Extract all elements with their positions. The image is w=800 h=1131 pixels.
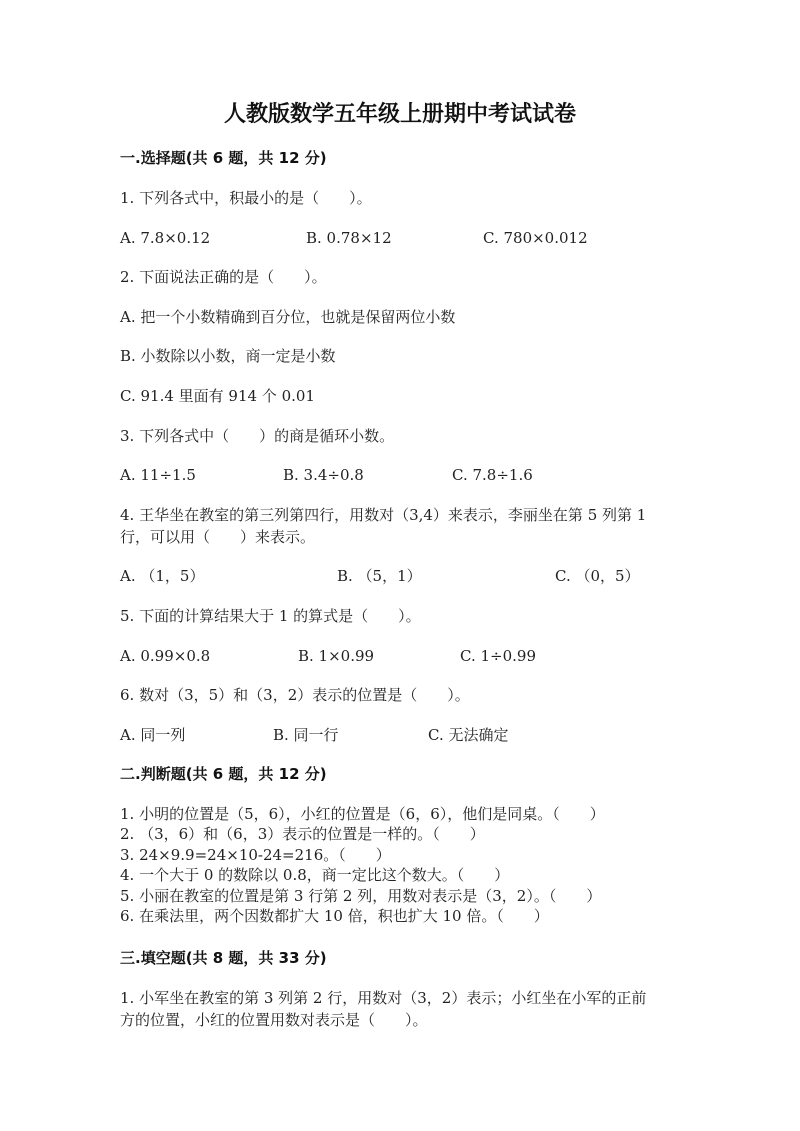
option-c: C. 91.4 里面有 914 个 0.01 bbox=[120, 387, 315, 405]
option-a: A. 同一列 bbox=[120, 726, 186, 744]
question-stem: 6. 数对（3，5）和（3，2）表示的位置是（ ）。 bbox=[120, 686, 470, 704]
option-a: A. 11÷1.5 bbox=[120, 466, 196, 484]
judgment-item: 1. 小明的位置是（5，6），小红的位置是（6，6），他们是同桌。（ ） bbox=[120, 805, 605, 823]
section-heading-judgment: 二.判断题(共 6 题，共 12 分) bbox=[120, 765, 327, 783]
question-stem-continued: 行，可以用（ ）来表示。 bbox=[120, 528, 316, 546]
section-heading-fill: 三.填空题(共 8 题，共 33 分) bbox=[120, 949, 327, 967]
option-c: C. 780×0.012 bbox=[483, 229, 588, 247]
page-title: 人教版数学五年级上册期中考试试卷 bbox=[223, 102, 576, 127]
judgment-item: 2. （3，6）和（6，3）表示的位置是一样的。（ ） bbox=[120, 825, 485, 843]
option-a: A. 把一个小数精确到百分位，也就是保留两位小数 bbox=[120, 308, 456, 326]
option-b: B. 0.78×12 bbox=[306, 229, 392, 247]
question-stem: 1. 小军坐在教室的第 3 列第 2 行，用数对（3，2）表示；小红坐在小军的正前 bbox=[120, 989, 647, 1007]
option-b: B. 小数除以小数，商一定是小数 bbox=[120, 347, 336, 365]
section-heading-choice: 一.选择题(共 6 题，共 12 分) bbox=[120, 149, 327, 167]
option-b: B. 3.4÷0.8 bbox=[283, 466, 364, 484]
question-stem: 1. 下列各式中，积最小的是（ ）。 bbox=[120, 189, 372, 207]
judgment-item: 4. 一个大于 0 的数除以 0.8，商一定比这个数大。（ ） bbox=[120, 866, 510, 884]
option-c: C. 1÷0.99 bbox=[460, 647, 536, 665]
option-a: A. （1，5） bbox=[120, 567, 205, 585]
option-b: B. 1×0.99 bbox=[298, 647, 375, 665]
question-stem: 2. 下面说法正确的是（ ）。 bbox=[120, 268, 327, 286]
option-a: A. 0.99×0.8 bbox=[120, 647, 211, 665]
judgment-item: 5. 小丽在教室的位置是第 3 行第 2 列，用数对表示是（3，2）。（ ） bbox=[120, 887, 602, 905]
option-b: B. （5，1） bbox=[337, 567, 422, 585]
option-a: A. 7.8×0.12 bbox=[120, 229, 211, 247]
question-stem: 5. 下面的计算结果大于 1 的算式是（ ）。 bbox=[120, 607, 421, 625]
option-c: C. （0，5） bbox=[555, 567, 640, 585]
option-c: C. 7.8÷1.6 bbox=[452, 466, 533, 484]
judgment-item: 3. 24×9.9=24×10-24=216。（ ） bbox=[120, 846, 391, 864]
question-stem: 4. 王华坐在教室的第三列第四行，用数对（3,4）来表示，李丽坐在第 5 列第 1 bbox=[120, 506, 647, 524]
question-stem-continued: 方的位置，小红的位置用数对表示是（ ）。 bbox=[120, 1011, 428, 1029]
question-stem: 3. 下列各式中（ ）的商是循环小数。 bbox=[120, 427, 395, 445]
judgment-item: 6. 在乘法里，两个因数都扩大 10 倍，积也扩大 10 倍。（ ） bbox=[120, 907, 549, 925]
option-b: B. 同一行 bbox=[273, 726, 339, 744]
option-c: C. 无法确定 bbox=[428, 726, 509, 744]
